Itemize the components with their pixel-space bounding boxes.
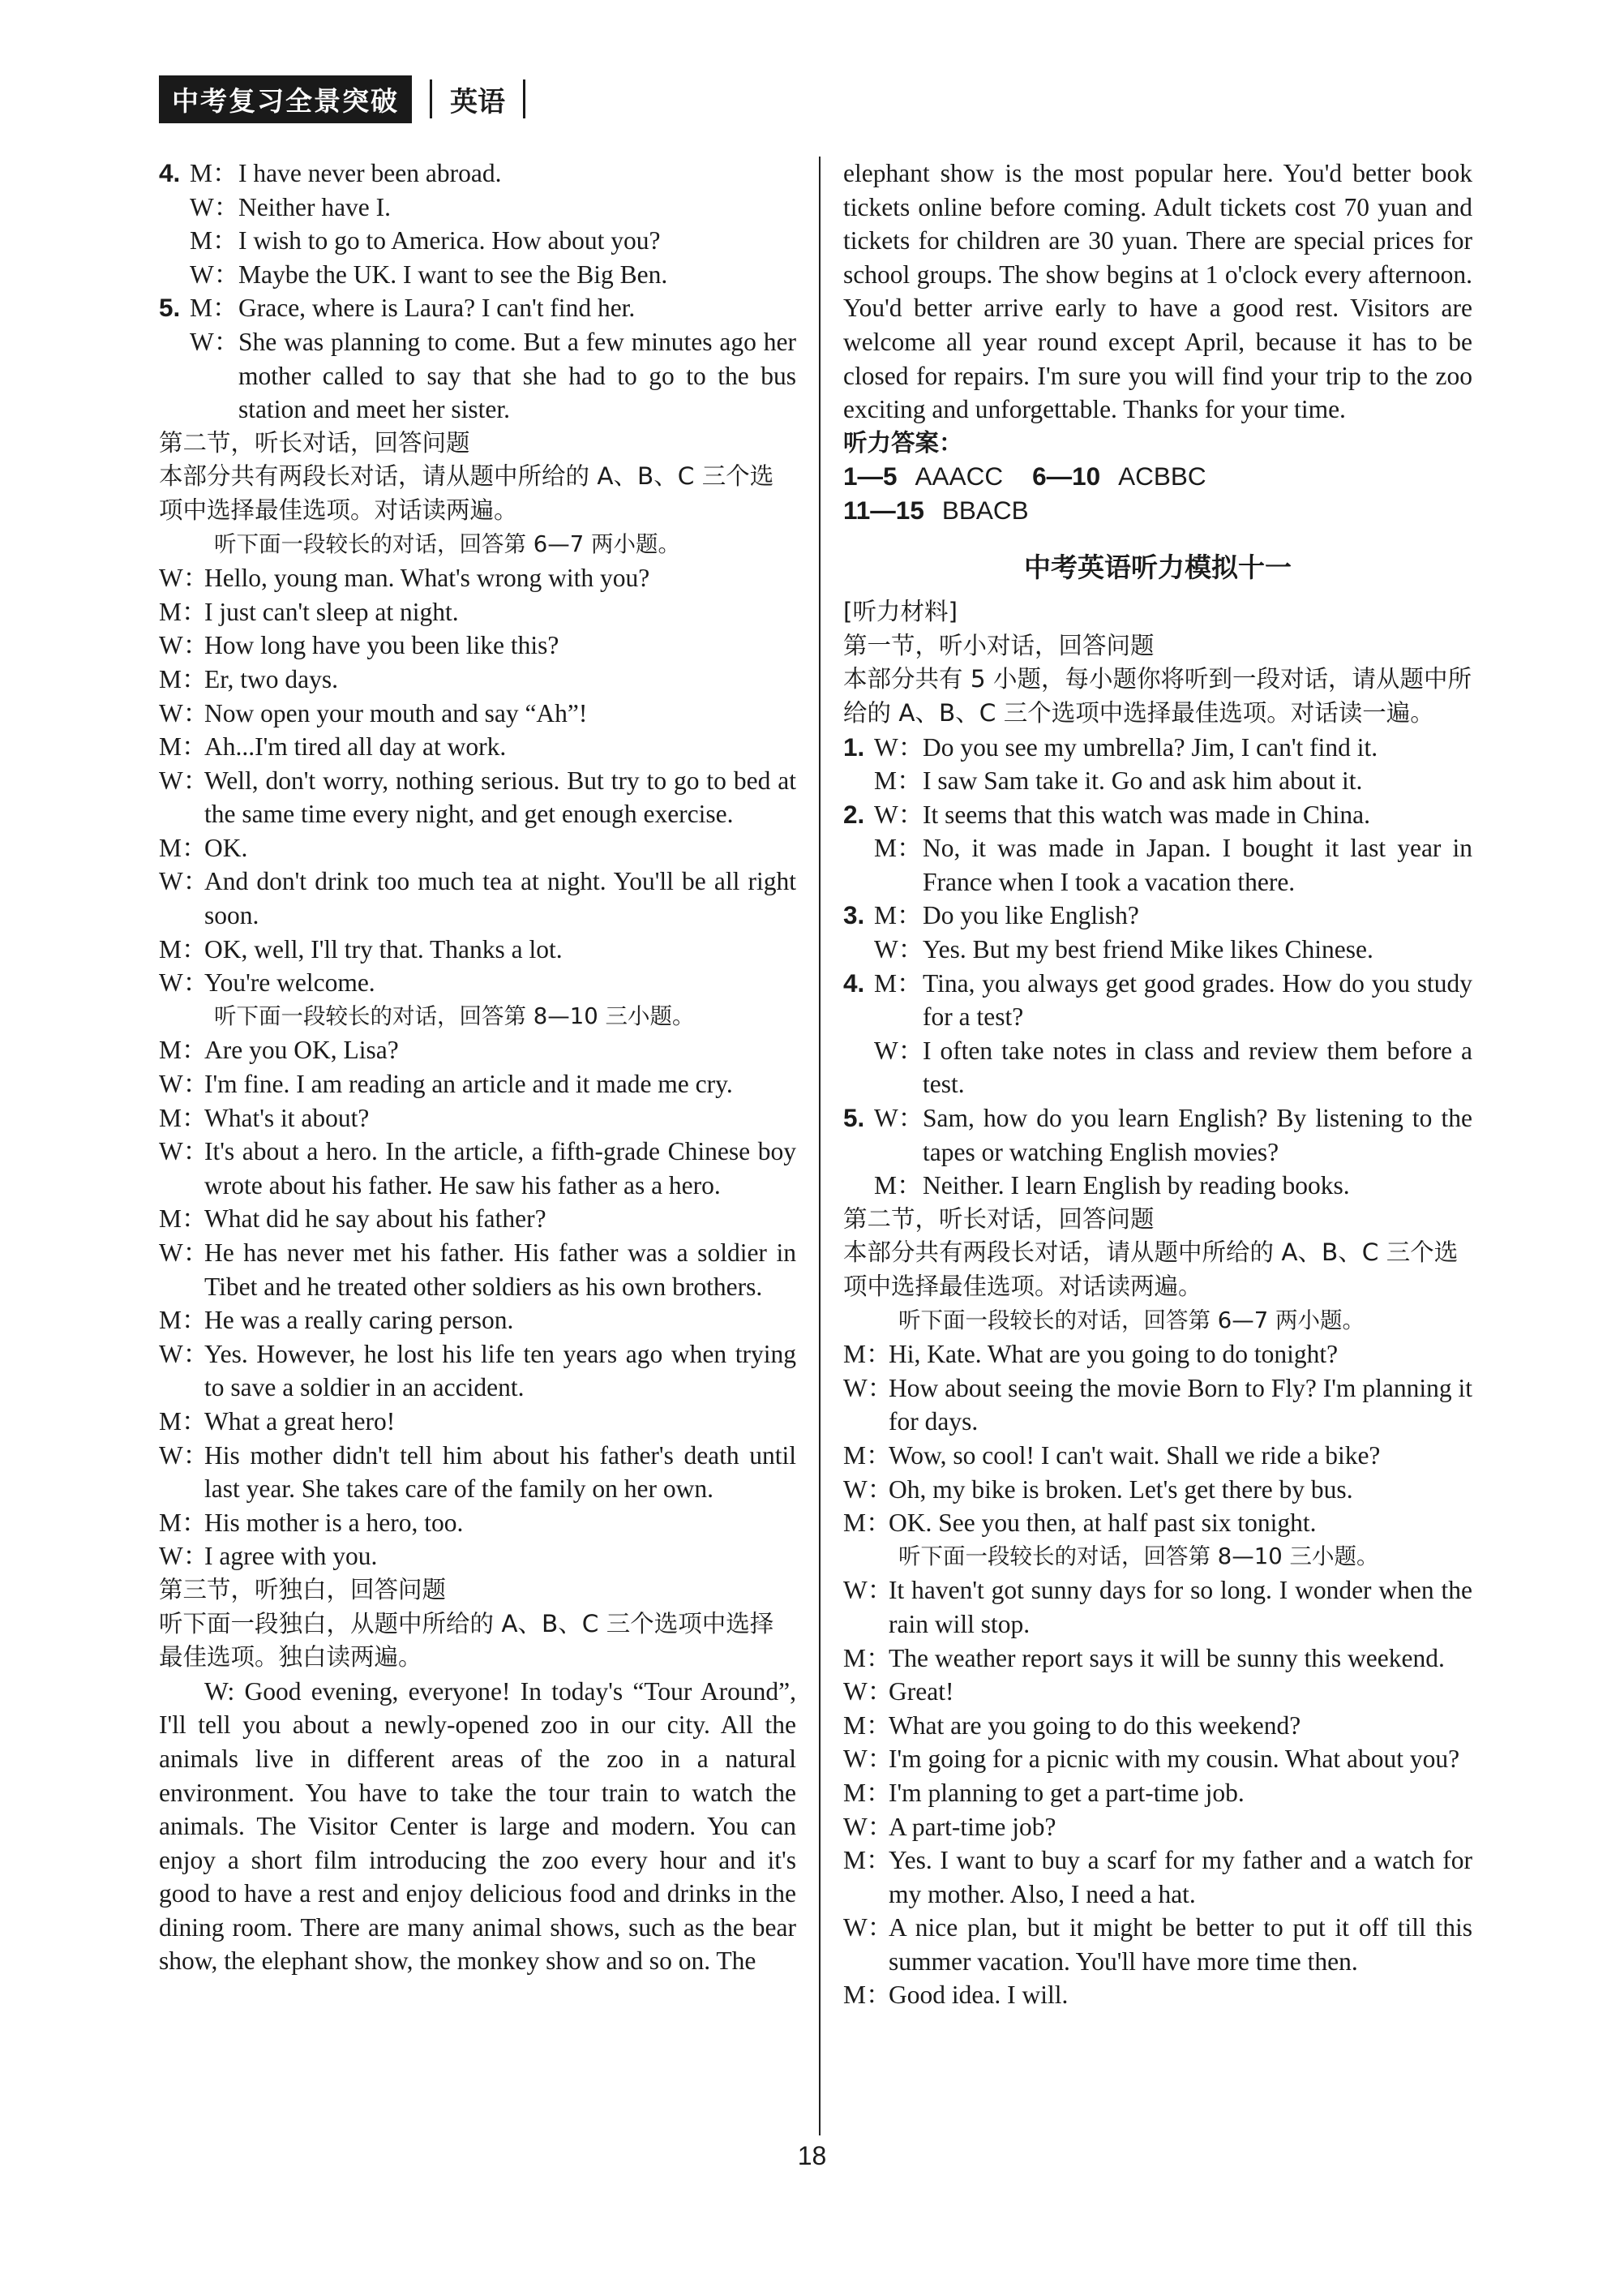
speaker-label: W： (843, 1745, 893, 1774)
section-instruction: 本部分共有两段长对话，请从题中所给的 A、B、C 三个选项中选择最佳选项。对话读两遍。 (843, 1238, 1459, 1300)
section-instruction: 本部分共有 5 小题，每小题你将听到一段对话，请从题中所给的 A、B、C 三个选项中选择最佳选项。对话读一遍。 (843, 665, 1472, 727)
speaker-label: W： (159, 564, 209, 593)
header-divider-end (523, 79, 525, 118)
speaker-label: W： (843, 1474, 893, 1504)
dialogue-item (843, 1101, 1472, 1169)
speaker-label: M： (159, 732, 208, 762)
dialogue-line (159, 1101, 796, 1135)
speaker-label: W： (874, 1104, 924, 1133)
speaker-label: W： (874, 732, 924, 762)
answer-range: 1—5 (843, 461, 898, 491)
speaker-label: M： (874, 901, 923, 930)
dialogue-line (159, 764, 796, 831)
speaker-label: W： (159, 698, 209, 727)
speaker-label: M： (159, 1508, 208, 1537)
speaker-label: M： (190, 294, 238, 323)
speaker-label: M： (843, 1509, 892, 1538)
section-instruction: [听力材料] (843, 598, 958, 626)
speaker-label: M： (159, 1103, 208, 1132)
dialogue-item (843, 899, 1472, 933)
dialogue-text: OK. See you then, at half past six tonight. (889, 1509, 1317, 1538)
dialogue-item (159, 325, 796, 427)
dialogue-line (843, 1439, 1472, 1473)
right-column (843, 157, 1472, 2012)
dialogue-line (159, 561, 796, 595)
dialogue-item (843, 831, 1472, 899)
section-instruction: 本部分共有两段长对话，请从题中所给的 A、B、C 三个选项中选择最佳选项。对话读两遍。 (159, 462, 774, 524)
dialogue-line (843, 1473, 1472, 1507)
dialogue-text: I'm fine. I am reading an article and it made me cry. (204, 1070, 733, 1099)
dialogue-line (159, 1067, 796, 1101)
speaker-label: M： (159, 1306, 208, 1335)
speaker-label: M： (190, 159, 238, 187)
dialogue-text: You're welcome. (204, 968, 375, 998)
dialogue-text: Hello, young man. What's wrong with you? (204, 564, 650, 593)
speaker-label: M： (843, 1846, 892, 1875)
dialogue-text: OK, well, I'll try that. Thanks a lot. (204, 934, 563, 964)
section-instruction: 第一节，听小对话，回答问题 (843, 631, 1155, 659)
speaker-label: M： (843, 1981, 892, 2010)
dialogue-text: I just can't sleep at night. (204, 597, 459, 626)
speaker-label: M： (190, 226, 238, 255)
dialogue-text: Great! (889, 1677, 954, 1706)
dialogue-line (159, 933, 796, 967)
speaker-label: M： (159, 1036, 208, 1065)
speaker-label: W： (159, 766, 209, 795)
monologue-text: elephant show is the most popular here. You'd better book tickets online before coming. Adult tickets cost 70 yuan and tickets for children are 30 yuan. There are special prices for school groups. The show begins at 1 o'clock every afternoon. You'd better arrive early to have a good rest. Visitors are welcome all year round except April, because it has to be closed for repairs. I'm sure you will find your trip to the zoo exciting and unforgettable. Thanks for your time. (843, 159, 1472, 424)
dialogue-text: He has never met his father. His father was a soldier in Tibet and he treated other soldiers as his own brothers. (204, 1238, 796, 1301)
speaker-label: W： (843, 1812, 893, 1841)
dialogue-cue: 听下面一段较长的对话，回答第 8—10 三小题。 (214, 1002, 695, 1029)
speaker-label: W： (159, 1440, 209, 1470)
dialogue-text: Well, don't worry, nothing serious. But try to go to bed at the same time every night, and get enough exercise. (204, 766, 796, 829)
dialogue-text: And don't drink too much tea at night. You'll be all right soon. (204, 867, 796, 930)
dialogue-item (843, 1034, 1472, 1101)
dialogue-line (159, 697, 796, 731)
speaker-label: W： (190, 260, 240, 289)
dialogue-text: I'm planning to get a part-time job. (889, 1778, 1245, 1807)
dialogue-text: Yes. But my best friend Mike likes Chinese. (923, 935, 1373, 964)
dialogue-item (843, 731, 1472, 765)
answer-range: 11—15 (843, 495, 924, 525)
item-number: 1. (843, 732, 865, 762)
speaker-label: M： (159, 664, 208, 693)
dialogue-line (159, 663, 796, 697)
speaker-label: M： (159, 1204, 208, 1234)
speaker-label: M： (159, 833, 208, 862)
speaker-label: M： (159, 597, 208, 626)
speaker-label: M： (874, 1171, 923, 1200)
section-instruction: 第二节，听长对话，回答问题 (159, 428, 470, 457)
speaker-label: M： (874, 968, 923, 998)
page-header (159, 75, 543, 123)
dialogue-line (159, 1506, 796, 1540)
dialogue-text: Grace, where is Laura? I can't find her. (238, 294, 636, 323)
answer-row (843, 494, 1472, 528)
speaker-label: W： (159, 968, 209, 998)
dialogue-item (159, 157, 796, 191)
section-instruction: 听下面一段独白，从题中所给的 A、B、C 三个选项中选择最佳选项。独白读两遍。 (159, 1609, 774, 1672)
dialogue-text: It seems that this watch was made in China. (923, 800, 1371, 829)
dialogue-text: Maybe the UK. I want to see the Big Ben. (238, 260, 668, 289)
dialogue-line (843, 1978, 1472, 2012)
dialogue-line (843, 1642, 1472, 1676)
dialogue-text: What a great hero! (204, 1406, 396, 1436)
dialogue-text: I wish to go to America. How about you? (238, 226, 661, 255)
dialogue-line (159, 1236, 796, 1303)
dialogue-text: Wow, so cool! I can't wait. Shall we ride a bike? (889, 1440, 1381, 1470)
page-number: 18 (797, 2141, 827, 2170)
dialogue-cue: 听下面一段较长的对话，回答第 6—7 两小题。 (214, 530, 680, 557)
dialogue-line (159, 1033, 796, 1067)
dialogue-line (159, 1135, 796, 1202)
dialogue-text: What did he say about his father? (204, 1204, 546, 1234)
speaker-label: W： (159, 1070, 209, 1099)
section-title: 中考英语听力模拟十一 (1024, 551, 1292, 583)
dialogue-text: A nice plan, but it might be better to put it off till this summer vacation. You'll have more time then. (889, 1913, 1472, 1976)
dialogue-line (159, 629, 796, 663)
dialogue-text: How about seeing the movie Born to Fly? I'm planning it for days. (889, 1373, 1472, 1436)
dialogue-text: I often take notes in class and review them before a test. (923, 1036, 1472, 1099)
dialogue-text: What are you going to do this weekend? (889, 1710, 1301, 1740)
column-divider (819, 157, 821, 2135)
section-instruction: 第三节，听独白，回答问题 (159, 1575, 447, 1603)
dialogue-text: Do you see my umbrella? Jim, I can't find it. (923, 732, 1378, 762)
speaker-label: W： (843, 1913, 893, 1942)
dialogue-line (843, 1742, 1472, 1776)
answer-heading: 听力答案： (843, 428, 963, 457)
dialogue-line (159, 595, 796, 629)
dialogue-text: Yes. However, he lost his life ten years ago when trying to save a soldier in an accident. (204, 1339, 796, 1402)
speaker-label: W： (159, 1137, 209, 1166)
dialogue-line (843, 1337, 1472, 1371)
dialogue-item (843, 967, 1472, 1034)
section-instruction: 第二节，听长对话，回答问题 (843, 1204, 1155, 1233)
dialogue-line (843, 1675, 1472, 1709)
subject-label: 英语 (450, 85, 505, 118)
dialogue-item (843, 1169, 1472, 1203)
dialogue-cue: 听下面一段较长的对话，回答第 6—7 两小题。 (898, 1307, 1365, 1333)
speaker-label: W： (159, 1542, 209, 1571)
dialogue-text: I saw Sam take it. Go and ask him about it. (923, 766, 1363, 796)
dialogue-line (159, 1337, 796, 1405)
speaker-label: W： (190, 192, 240, 221)
answer-letters: BBACB (941, 495, 1029, 525)
speaker-label: M： (843, 1340, 892, 1369)
answer-row (843, 460, 1472, 494)
dialogue-line (843, 1506, 1472, 1540)
dialogue-line (843, 1810, 1472, 1844)
speaker-label: M： (843, 1778, 892, 1807)
dialogue-text: I have never been abroad. (238, 159, 502, 187)
dialogue-line (843, 1911, 1472, 1978)
item-number: 3. (843, 900, 865, 930)
dialogue-text: Neither have I. (238, 192, 392, 221)
dialogue-text: Er, two days. (204, 664, 338, 693)
dialogue-text: He was a really caring person. (204, 1306, 514, 1335)
dialogue-text: She was planning to come. But a few minutes ago her mother called to say that she had to go to the bus station and meet her sister. (238, 327, 796, 424)
dialogue-line (843, 1843, 1472, 1911)
speaker-label: M： (159, 934, 208, 964)
speaker-label: W： (159, 867, 209, 896)
dialogue-text: OK. (204, 833, 248, 862)
dialogue-line (159, 1439, 796, 1506)
speaker-label: W： (874, 800, 924, 829)
item-number: 5. (159, 293, 181, 323)
dialogue-line (843, 1371, 1472, 1439)
dialogue-text: Are you OK, Lisa? (204, 1036, 399, 1065)
speaker-label: M： (843, 1643, 892, 1672)
dialogue-text: I agree with you. (204, 1542, 378, 1571)
dialogue-item (843, 764, 1472, 798)
speaker-label: W： (159, 1339, 209, 1368)
dialogue-line (843, 1776, 1472, 1810)
answer-letters: AAACC (915, 461, 1004, 491)
speaker-label: W： (190, 327, 240, 356)
item-number: 5. (843, 1103, 865, 1133)
dialogue-item (843, 798, 1472, 832)
speaker-label: W： (159, 631, 209, 660)
dialogue-text: The weather report says it will be sunny this weekend. (889, 1643, 1445, 1672)
speaker-label: W： (874, 1036, 924, 1065)
speaker-label: W： (874, 935, 924, 964)
item-number: 4. (159, 158, 181, 187)
item-number: 4. (843, 968, 865, 998)
dialogue-text: Neither. I learn English by reading books. (923, 1171, 1350, 1200)
dialogue-text: Tina, you always get good grades. How do you study for a test? (923, 968, 1472, 1032)
left-column (159, 157, 796, 1978)
dialogue-text: Yes. I want to buy a scarf for my father and a watch for my mother. Also, I need a hat. (889, 1846, 1472, 1908)
dialogue-item (159, 291, 796, 325)
header-divider (430, 79, 432, 118)
dialogue-cue: 听下面一段较长的对话，回答第 8—10 三小题。 (898, 1543, 1379, 1569)
dialogue-text: Now open your mouth and say “Ah”! (204, 698, 588, 727)
dialogue-item (843, 933, 1472, 967)
dialogue-line (159, 865, 796, 932)
dialogue-line (843, 1573, 1472, 1641)
speaker-label: M： (159, 1406, 208, 1436)
speaker-label: M： (843, 1440, 892, 1470)
dialogue-text: Good idea. I will. (889, 1981, 1069, 2010)
speaker-label: W： (843, 1373, 893, 1402)
dialogue-text: Ah...I'm tired all day at work. (204, 732, 507, 762)
dialogue-line (159, 1539, 796, 1573)
dialogue-line (159, 1202, 796, 1236)
answer-letters: ACBBC (1118, 461, 1206, 491)
dialogue-text: I'm going for a picnic with my cousin. What about you? (889, 1745, 1460, 1774)
monologue-text: W: Good evening, everyone! In today's “Tour Around”, I'll tell you about a newly-opened zoo in our city. All the animals live in different areas of the zoo in a natural environment. You have to take the tour train to watch the animals. The Visitor Center is large and modern. You can enjoy a short film introducing the zoo every hour and it's good to have a rest and enjoy delicious food and drinks in the dining room. There are many animal shows, such as the bear show, the elephant show, the monkey show and so on. The (159, 1676, 796, 1976)
dialogue-text: His mother is a hero, too. (204, 1508, 464, 1537)
speaker-label: M： (874, 834, 923, 863)
dialogue-text: What's it about? (204, 1103, 370, 1132)
speaker-label: W： (843, 1576, 893, 1605)
dialogue-item (159, 224, 796, 258)
dialogue-text: Oh, my bike is broken. Let's get there by bus. (889, 1474, 1353, 1504)
dialogue-line (843, 1709, 1472, 1743)
book-title-badge: 中考复习全景突破 (159, 75, 412, 123)
dialogue-text: No, it was made in Japan. I bought it last year in France when I took a vacation there. (923, 834, 1472, 896)
dialogue-text: Do you like English? (923, 901, 1139, 930)
dialogue-text: Hi, Kate. What are you going to do tonight? (889, 1340, 1339, 1369)
dialogue-item (159, 191, 796, 225)
dialogue-text: A part-time job? (889, 1812, 1056, 1841)
dialogue-line (159, 730, 796, 764)
dialogue-text: How long have you been like this? (204, 631, 559, 660)
dialogue-text: Sam, how do you learn English? By listening to the tapes or watching English movies? (923, 1104, 1472, 1166)
speaker-label: W： (159, 1238, 209, 1267)
dialogue-text: His mother didn't tell him about his father's death until last year. She takes care of the family on her own. (204, 1440, 796, 1504)
dialogue-line (159, 1303, 796, 1337)
speaker-label: M： (843, 1710, 892, 1740)
speaker-label: W： (843, 1677, 893, 1706)
dialogue-item (159, 258, 796, 292)
dialogue-line (159, 1405, 796, 1439)
speaker-label: M： (874, 766, 923, 796)
dialogue-line (159, 831, 796, 865)
dialogue-line (159, 966, 796, 1000)
answer-range: 6—10 (1032, 461, 1101, 491)
dialogue-text: It haven't got sunny days for so long. I wonder when the rain will stop. (889, 1576, 1472, 1638)
item-number: 2. (843, 799, 865, 829)
dialogue-text: It's about a hero. In the article, a fifth-grade Chinese boy wrote about his father. He saw his father as a hero. (204, 1137, 796, 1200)
